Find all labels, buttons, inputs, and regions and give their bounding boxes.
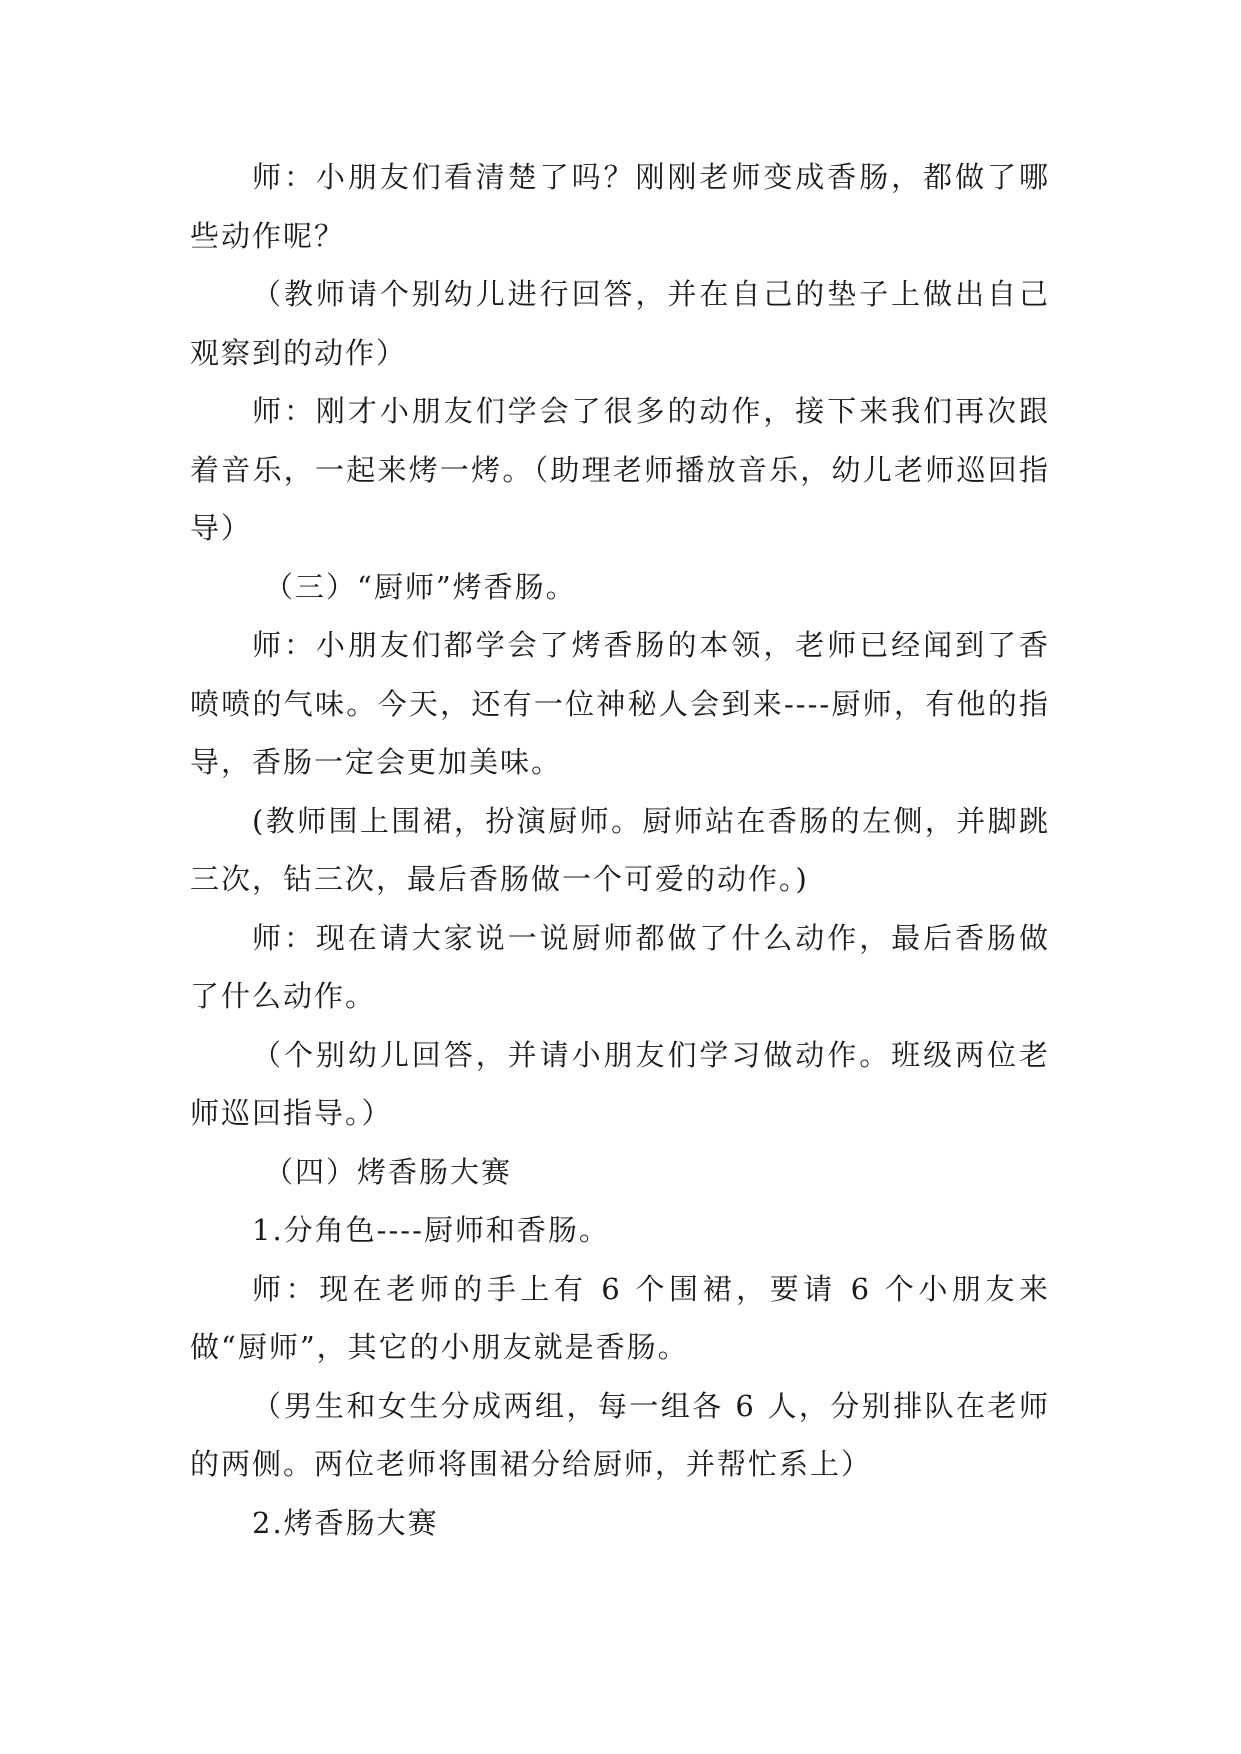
paragraph-chef-demo: (教师围上围裙，扮演厨师。厨师站在香肠的左侧，并脚跳三次，钻三次，最后香肠做一个可爱的动作。) — [190, 803, 1050, 896]
paragraph-apron-intro: 师：现在老师的手上有 6 个围裙，要请 6 个小朋友来做“厨师”，其它的小朋友就是香肠。 — [190, 1271, 1050, 1364]
list-item-assign-roles: 1.分角色----厨师和香肠。 — [252, 1213, 610, 1247]
paragraph-discuss-actions: 师：现在请大家说一说厨师都做了什么动作，最后香肠做了什么动作。 — [190, 920, 1050, 1013]
section-heading-chef: （三）“厨师”烤香肠。 — [264, 569, 577, 604]
paragraph-grouping: （男生和女生分成两组，每一组各 6 人，分别排队在老师的两侧。两位老师将围裙分给厨师，并帮忙系上） — [190, 1388, 1050, 1481]
paragraph-chef-intro: 师：小朋友们都学会了烤香肠的本领，老师已经闻到了香喷喷的气味。今天，还有一位神秘人会到来----厨师，有他的指导，香肠一定会更加美味。 — [190, 628, 1050, 779]
section-heading-contest: （四）烤香肠大赛 — [264, 1154, 513, 1189]
paragraph-teacher-question: 师：小朋友们看清楚了吗？刚刚老师变成香肠，都做了哪些动作呢？ — [190, 160, 1050, 253]
document-body — [190, 148, 1050, 1552]
list-item-contest: 2.烤香肠大赛 — [252, 1505, 439, 1540]
paragraph-children-answer: （教师请个别幼儿进行回答，并在自己的垫子上做出自己观察到的动作） — [190, 277, 1050, 370]
paragraph-music-practice: 师：刚才小朋友们学会了很多的动作，接下来我们再次跟着音乐，一起来烤一烤。（助理老师播放音乐，幼儿老师巡回指导） — [190, 394, 1050, 545]
paragraph-children-practice: （个别幼儿回答，并请小朋友们学习做动作。班级两位老师巡回指导。） — [190, 1037, 1050, 1130]
